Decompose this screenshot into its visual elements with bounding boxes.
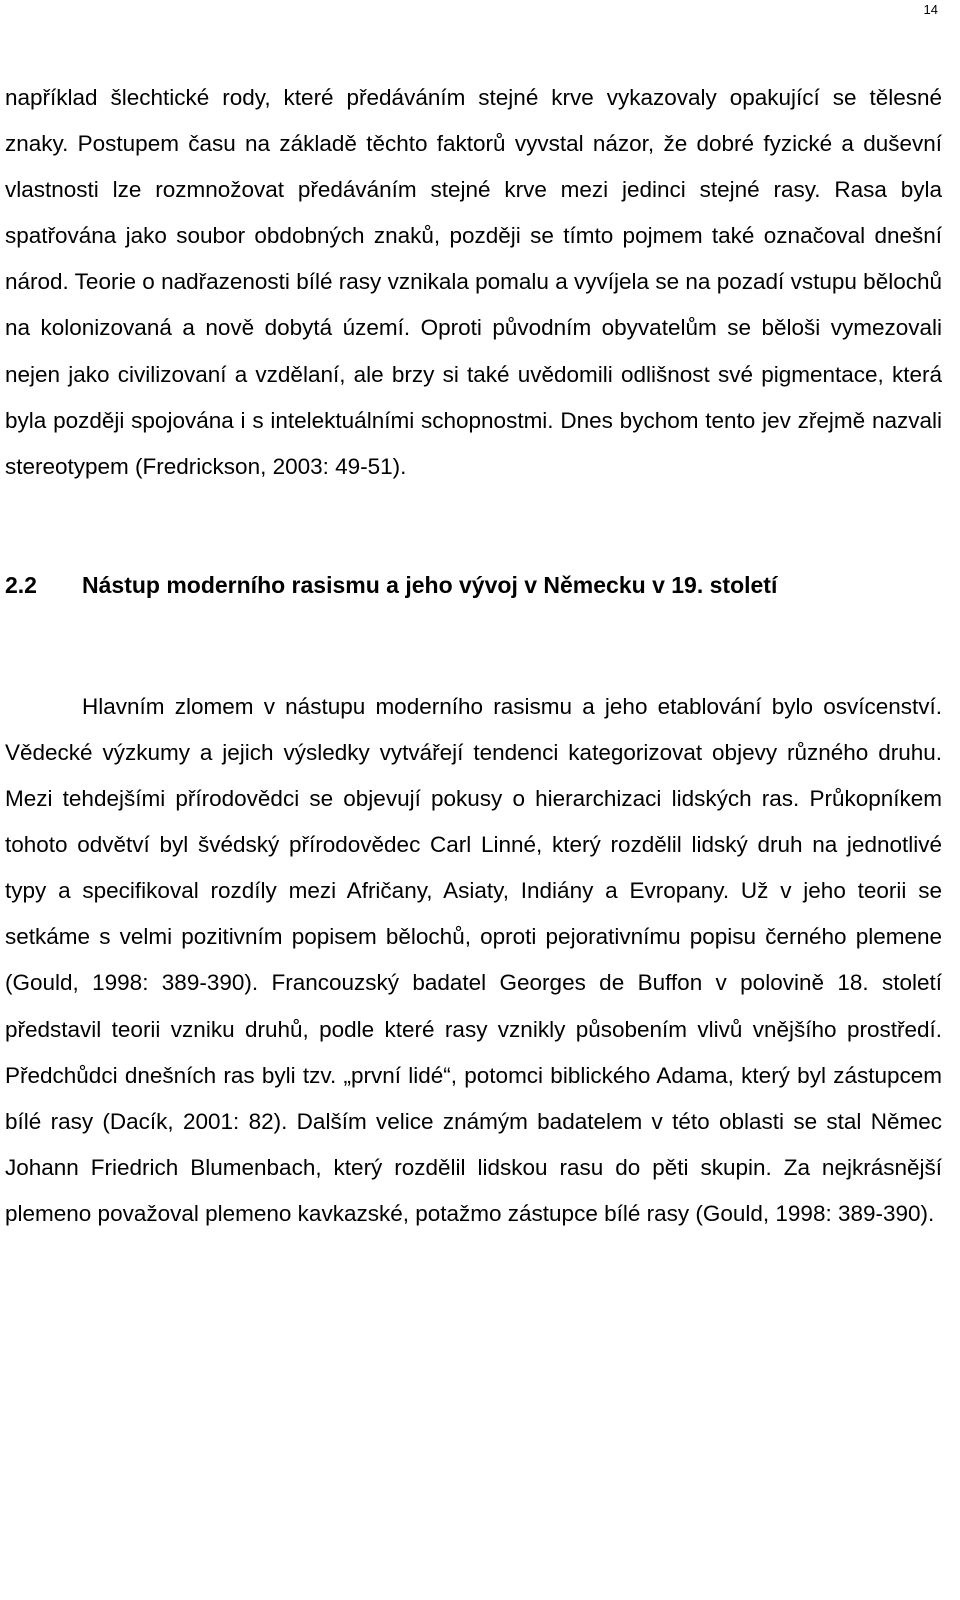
page-number: 14: [923, 2, 938, 17]
paragraph-1: například šlechtické rody, které předáváním stejné krve vykazovaly opakující se tělesné znaky. Postupem času na základě těchto faktorů vyvstal názor, že dobré fyzické a duševní vlastnosti lze rozmnožovat předáváním stejné krve mezi jedinci stejné rasy. Rasa byla spatřována jako soubor obdobných znaků, později se tímto pojmem také označoval dnešní národ. Teorie o nadřazenosti bílé rasy vznikala pomalu a vyvíjela se na pozadí vstupu bělochů na kolonizovaná a nově dobytá území. Oproti původním obyvatelům se běloši vymezovali nejen jako civilizovaní a vzdělaní, ale brzy si také uvědomili odlišnost své pigmentace, která byla později spojována i s intelektuálními schopnostmi. Dnes bychom tento jev zřejmě nazvali stereotypem (Fredrickson, 2003: 49-51).: [5, 85, 942, 479]
section-number: 2.2: [5, 571, 37, 598]
document-body: [5, 75, 942, 1237]
section-heading: [5, 567, 942, 604]
paragraph-2: Hlavním zlomem v nástupu moderního rasismu a jeho etablování bylo osvícenství. Vědecké výzkumy a jejich výsledky vytvářejí tendenci kategorizovat objevy různého druhu. Mezi tehdejšími přírodovědci se objevují pokusy o hierarchizaci lidských ras. Průkopníkem tohoto odvětví byl švédský přírodovědec Carl Linné, který rozdělil lidský druh na jednotlivé typy a specifikoval rozdíly mezi Afričany, Asiaty, Indiány a Evropany. Už v jeho teorii se setkáme s velmi pozitivním popisem bělochů, oproti pejorativnímu popisu černého plemene (Gould, 1998: 389-390). Francouzský badatel Georges de Buffon v polovině 18. století představil teorii vzniku druhů, podle které rasy vznikly působením vlivů vnějšího prostředí. Předchůdci dnešních ras byli tzv. „první lidé“, potomci biblického Adama, který byl zástupcem bílé rasy (Dacík, 2001: 82). Dalším velice známým badatelem v této oblasti se stal Němec Johann Friedrich Blumenbach, který rozdělil lidskou rasu do pěti skupin. Za nejkrásnější plemeno považoval plemeno kavkazské, potažmo zástupce bílé rasy (Gould, 1998: 389-390).: [5, 693, 942, 1226]
section-title: Nástup moderního rasismu a jeho vývoj v Německu v 19. století: [82, 571, 778, 598]
